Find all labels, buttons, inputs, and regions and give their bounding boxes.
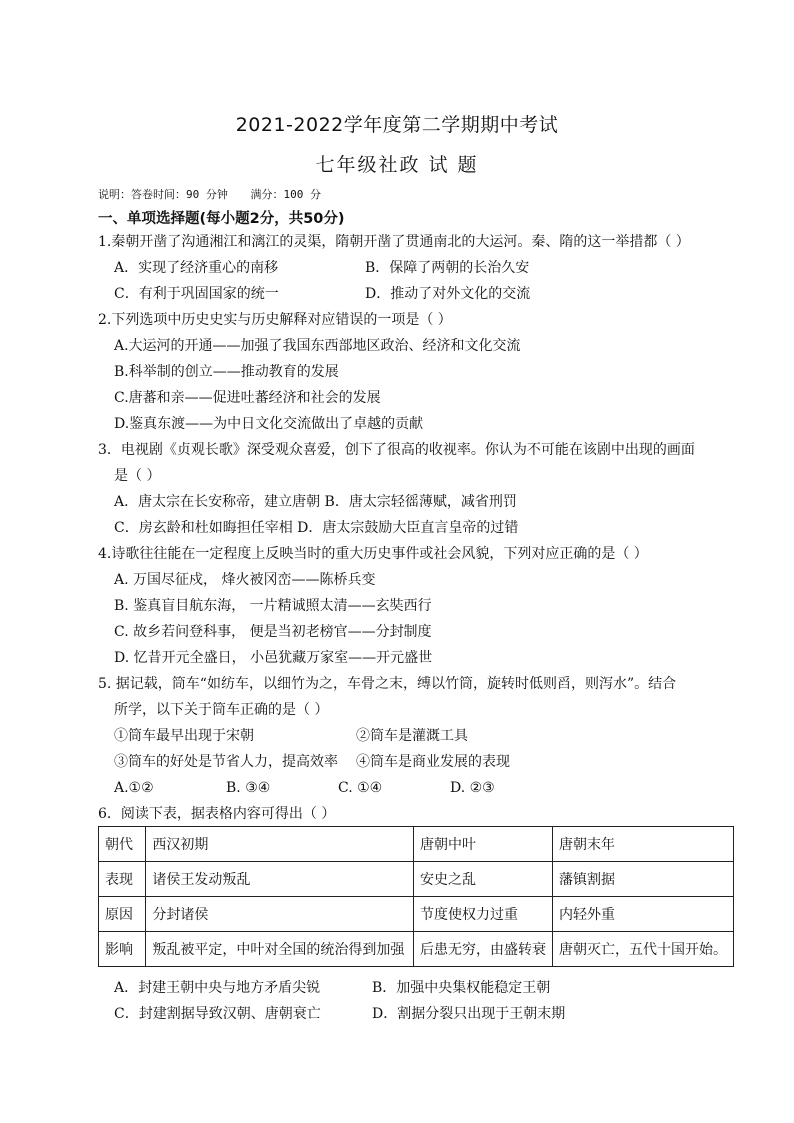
- exam-title: 2021-2022学年度第二学期期中考试: [235, 114, 559, 136]
- question-3-options-ab: A．唐太宗在长安称帝，建立唐朝 B．唐太宗轻徭薄赋，减省刑罚: [114, 494, 517, 510]
- question-1-option-d: D．推动了对外文化的交流: [365, 286, 531, 302]
- table-cell: 诸侯王发动叛乱: [146, 862, 414, 897]
- table-cell: 安史之乱: [413, 862, 552, 897]
- question-1-option-b: B．保障了两朝的长治久安: [365, 260, 530, 276]
- question-5-statement-2: ②筒车是灌溉工具: [356, 728, 468, 744]
- question-5-option-a: A.①②: [114, 780, 154, 796]
- question-4-option-b: B. 鉴真盲目航东海， 一片精诚照太清——玄奘西行: [114, 598, 432, 614]
- question-5-option-c: C. ①④: [338, 780, 383, 796]
- question-6-option-a: A．封建王朝中央与地方矛盾尖锐: [114, 980, 321, 996]
- question-6-option-b: B．加强中央集权能稳定王朝: [372, 980, 551, 996]
- question-5-option-b: B. ③④: [226, 780, 271, 796]
- table-cell: 唐朝中叶: [413, 827, 552, 862]
- question-5-statement-1: ①筒车最早出现于宋朝: [114, 728, 254, 744]
- question-3-stem-cont: 是（ ）: [114, 468, 161, 484]
- note-score: 满分：100 分: [250, 188, 321, 201]
- question-5-stem: 5. 据记载，筒车“如纺车，以细竹为之，车骨之末，缚以竹筒，旋转时低则舀，则泻水”。结合: [98, 676, 677, 692]
- question-5-stem-cont: 所学，以下关于筒车正确的是（ ）: [114, 702, 329, 718]
- table-cell: 唐朝末年: [552, 827, 733, 862]
- question-1-option-c: C．有利于巩固国家的统一: [114, 286, 279, 302]
- question-6-option-d: D．割据分裂只出现于王朝末期: [372, 1006, 566, 1022]
- table-cell: 原因: [99, 897, 146, 932]
- question-4-option-c: C. 故乡若问登科事， 便是当初老榜官——分封制度: [114, 624, 432, 640]
- question-2-option-c: C.唐蕃和亲——促进吐蕃经济和社会的发展: [114, 390, 381, 406]
- table-cell: 叛乱被平定，中叶对全国的统治得到加强: [146, 932, 414, 967]
- table-cell: 内轻外重: [552, 897, 733, 932]
- question-2-option-d: D.鉴真东渡——为中日文化交流做出了卓越的贡献: [114, 416, 424, 432]
- question-5-statement-3: ③筒车的好处是节省人力，提高效率: [114, 754, 338, 770]
- table-cell: 朝代: [99, 827, 146, 862]
- table-row: [99, 827, 734, 862]
- question-6-option-c: C．封建割据导致汉朝、唐朝衰亡: [114, 1006, 321, 1022]
- question-5-statement-4: ④筒车是商业发展的表现: [356, 754, 510, 770]
- table-cell: 影响: [99, 932, 146, 967]
- table-cell: 后患无穷，由盛转衰: [413, 932, 552, 967]
- table-cell: 西汉初期: [146, 827, 414, 862]
- table-cell: 分封诸侯: [146, 897, 414, 932]
- question-1-option-a: A．实现了经济重心的南移: [114, 260, 279, 276]
- table-row: [99, 862, 734, 897]
- exam-subtitle: 七年级社政 试 题: [315, 154, 479, 176]
- history-table: [98, 826, 734, 967]
- question-3-options-cd: C．房玄龄和杜如晦担任宰相 D．唐太宗鼓励大臣直言皇帝的过错: [114, 520, 519, 536]
- table-cell: 藩镇割据: [552, 862, 733, 897]
- question-4-option-a: A. 万国尽征戍， 烽火被冈峦——陈桥兵变: [114, 572, 376, 588]
- question-5-option-d: D. ②③: [450, 780, 495, 796]
- question-4-stem: 4.诗歌往往能在一定程度上反映当时的重大历史事件或社会风貌，下列对应正确的是（ ）: [98, 546, 648, 562]
- table-cell: 唐朝灭亡，五代十国开始。: [552, 932, 733, 967]
- question-1-stem: 1.秦朝开凿了沟通湘江和漓江的灵渠，隋朝开凿了贯通南北的大运河。秦、隋的这一举措都（ ）: [98, 234, 690, 250]
- question-6-stem: 6．阅读下表，据表格内容可得出（ ）: [98, 806, 336, 822]
- question-2-stem: 2.下列选项中历史史实与历史解释对应错误的一项是（ ）: [98, 312, 452, 328]
- exam-note: [98, 186, 321, 202]
- table-row: [99, 897, 734, 932]
- question-2-option-b: B.科举制的创立——推动教育的发展: [114, 364, 339, 380]
- question-5-options: [114, 779, 562, 797]
- table-cell: 节度使权力过重: [413, 897, 552, 932]
- note-time: 说明：答卷时间：90 分钟: [98, 188, 228, 201]
- table-row: [99, 932, 734, 967]
- question-2-option-a: A.大运河的开通——加强了我国东西部地区政治、经济和文化交流: [114, 338, 521, 354]
- section-heading: 一、单项选择题(每小题2分，共50分): [98, 211, 345, 227]
- question-4-option-d: D. 忆昔开元全盛日， 小邑犹藏万家室——开元盛世: [114, 650, 433, 666]
- question-3-stem: 3．电视剧《贞观长歌》深受观众喜爱，创下了很高的收视率。你认为不可能在该剧中出现的画面: [98, 442, 695, 458]
- table-cell: 表现: [99, 862, 146, 897]
